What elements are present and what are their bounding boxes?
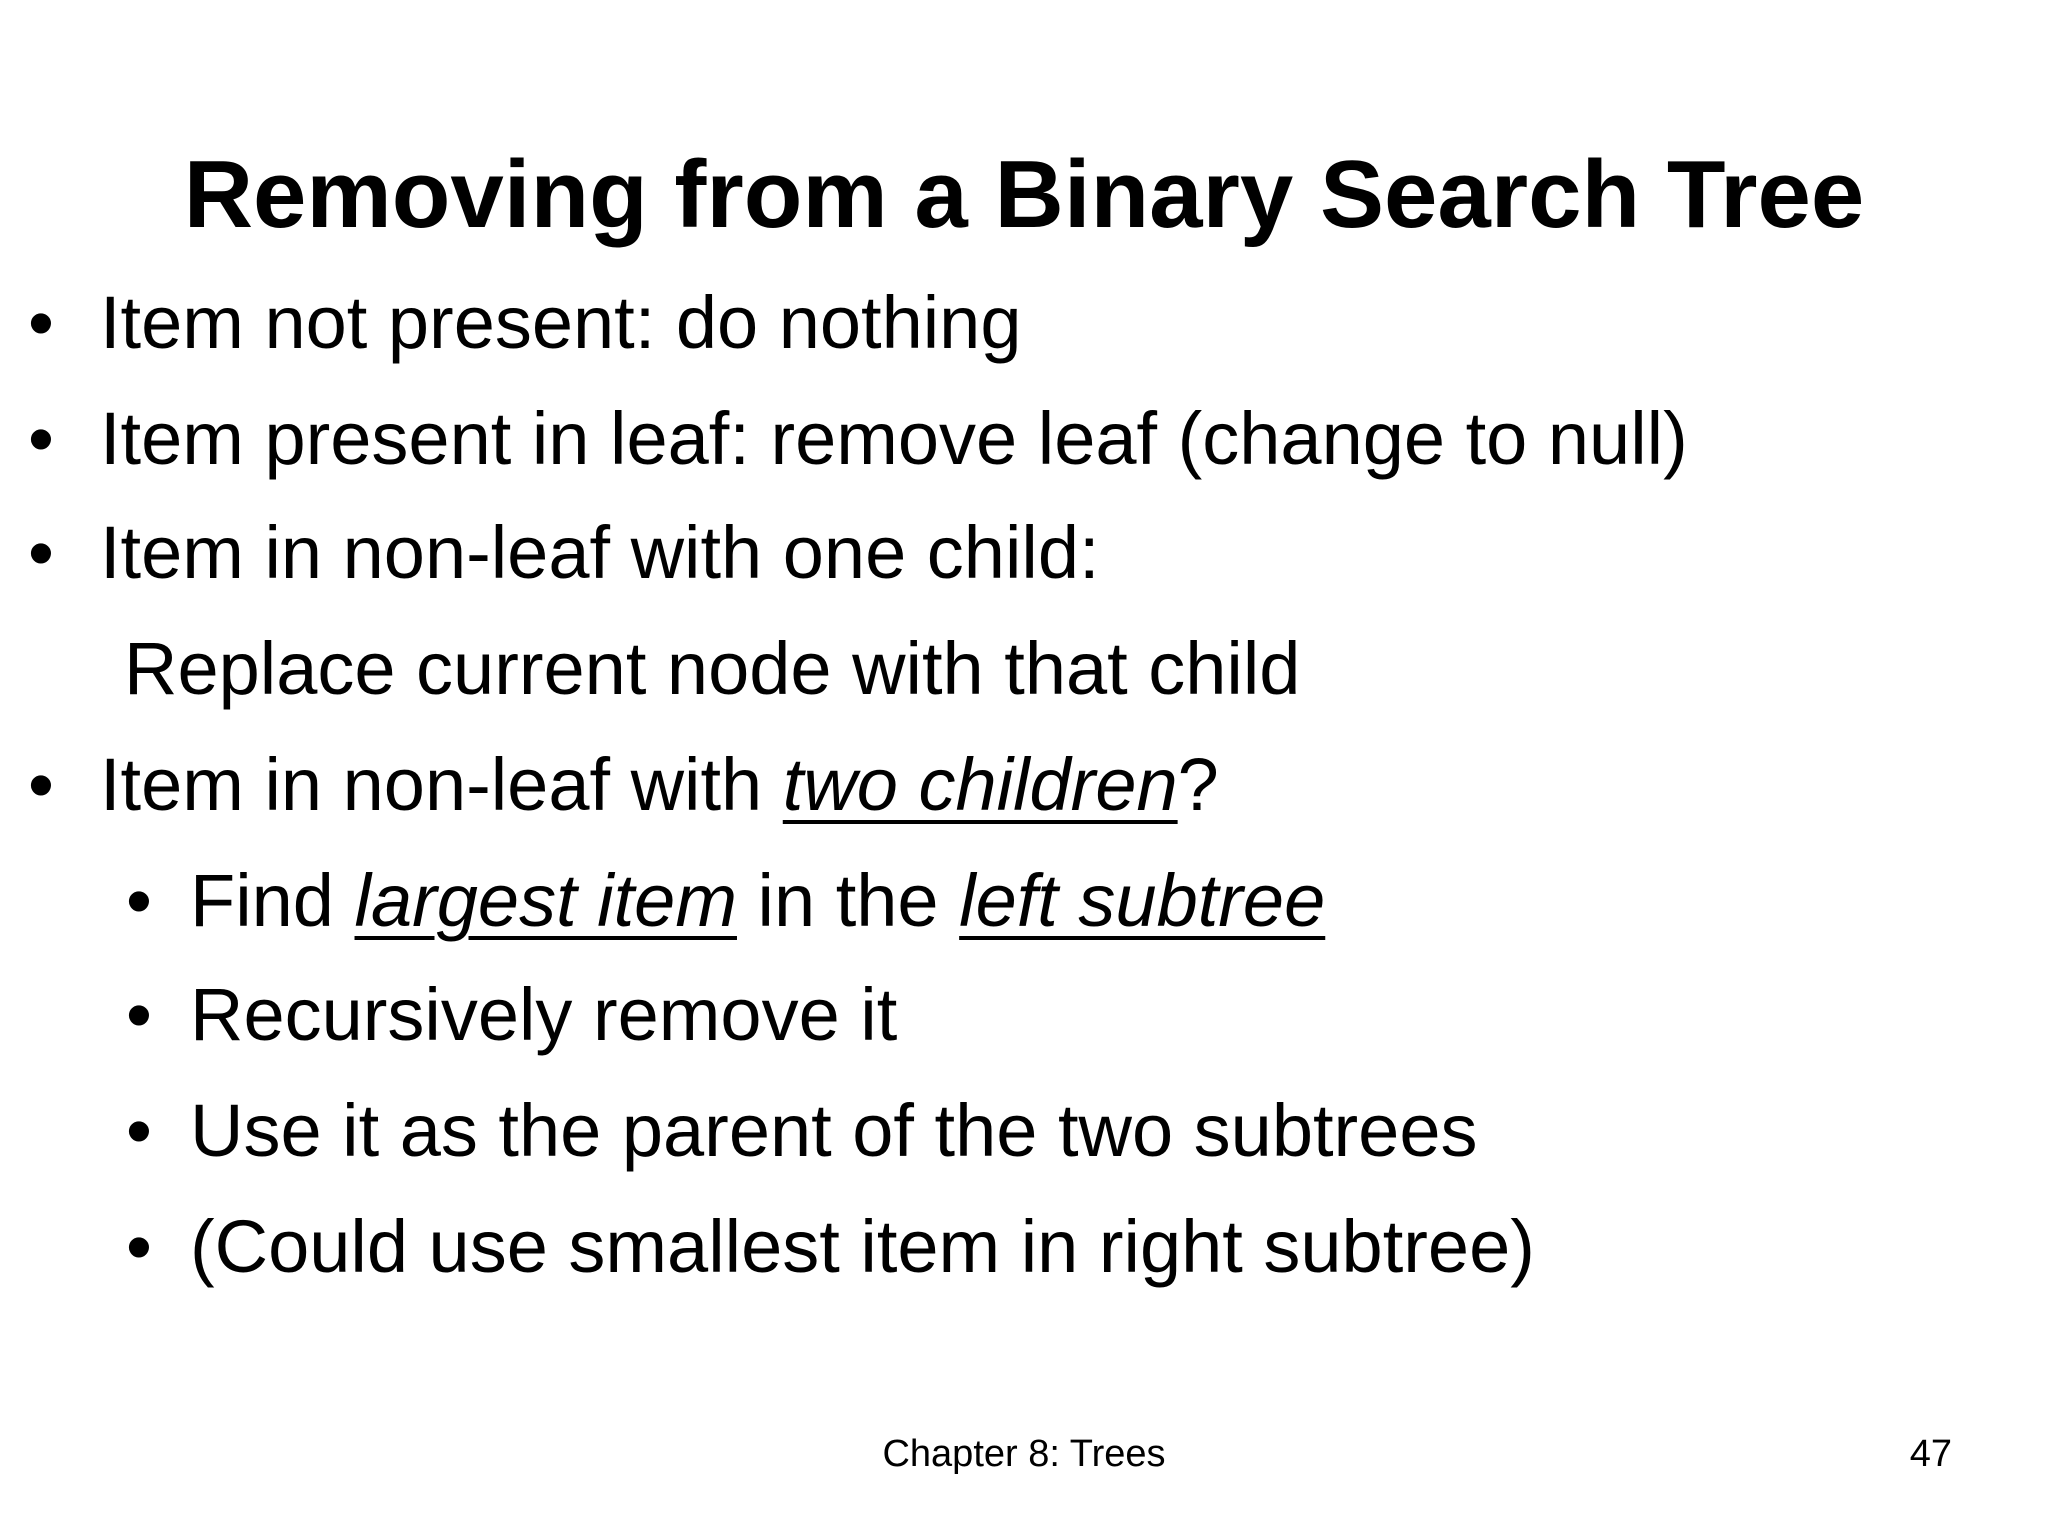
bullet-marker: • <box>28 743 54 826</box>
sub-bullet-marker: • <box>126 973 152 1056</box>
bullet-item-one-child: Item in non-leaf with one child: <box>100 511 1100 594</box>
bullet-item-two-children <box>100 742 1219 828</box>
text-segment: in the <box>736 859 960 942</box>
subitem-use-as-parent: Use it as the parent of the two subtrees <box>190 1089 1478 1172</box>
text-segment: Item in non-leaf with <box>100 743 783 826</box>
continuation-replace-node: Replace current node with that child <box>124 627 1301 710</box>
text-segment: Find <box>190 859 355 942</box>
sub-bullet-marker: • <box>126 859 152 942</box>
bullet-item-not-present: Item not present: do nothing <box>100 281 1022 364</box>
emphasis-two-children: two children <box>782 743 1178 826</box>
slide-title: Removing from a Binary Search Tree <box>183 141 1865 248</box>
bullet-marker: • <box>28 397 54 480</box>
subitem-could-use-smallest: (Could use smallest item in right subtree) <box>190 1205 1535 1288</box>
subitem-find-largest <box>190 858 1325 944</box>
emphasis-left-subtree: left subtree <box>959 859 1326 942</box>
page-number: 47 <box>1909 1433 1952 1475</box>
bullet-item-leaf: Item present in leaf: remove leaf (change to null) <box>100 397 1688 480</box>
sub-bullet-marker: • <box>126 1089 152 1172</box>
subitem-recursively-remove: Recursively remove it <box>190 973 898 1056</box>
emphasis-largest-item: largest item <box>354 859 737 942</box>
footer-chapter: Chapter 8: Trees <box>882 1433 1166 1475</box>
text-segment: ? <box>1177 743 1219 826</box>
sub-bullet-marker: • <box>126 1205 152 1288</box>
bullet-marker: • <box>28 281 54 364</box>
bullet-marker: • <box>28 511 54 594</box>
